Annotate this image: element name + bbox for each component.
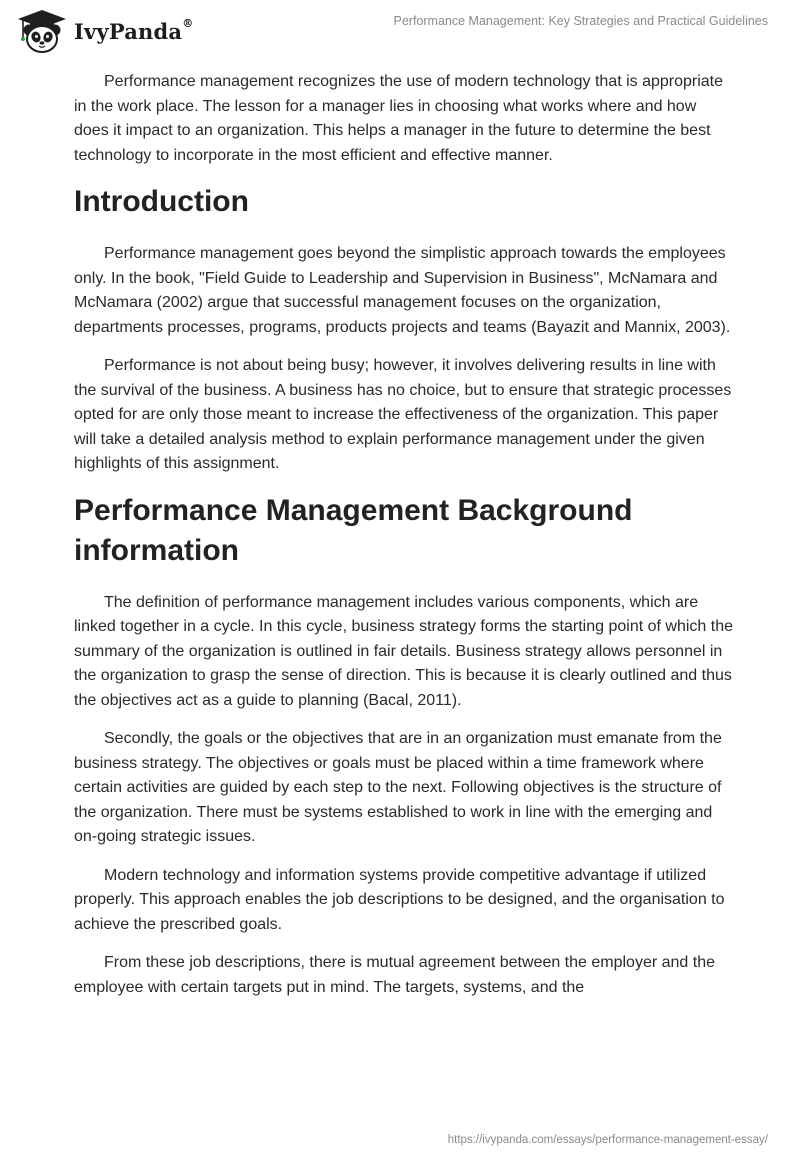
document-title: Performance Management: Key Strategies and Practical Guidelines: [393, 14, 768, 28]
page-header: [0, 0, 800, 64]
section-heading: Introduction: [74, 185, 249, 218]
paragraph: Performance is not about being busy; however, it involves delivering results in line with the survival of the business. A business has no choice, but to ensure that strategic processes opted for are only those meant to increase the effectiveness of the organization. This paper will take a detailed analysis method to explain performance management under the given highlights of this assignment.: [74, 357, 732, 472]
paragraph: Performance management goes beyond the simplistic approach towards the employees only. In the book, "Field Guide to Leadership and Supervision in Business", McNamara and McNamara (2002) argue that successful management focuses on the organization, departments processes, programs, products projects and teams (Bayazit and Mannix, 2003).: [74, 245, 731, 336]
paragraph: Modern technology and information systems provide competitive advantage if utilized properly. This approach enables the job descriptions to be designed, and the organisation to achieve the prescribed goals.: [74, 866, 725, 933]
panda-graduate-icon: [16, 8, 68, 54]
paragraph: From these job descriptions, there is mutual agreement between the employer and the employee with certain targets put in mind. The targets, systems, and the: [74, 954, 715, 996]
registered-mark: ®: [182, 16, 194, 30]
ivypanda-logo[interactable]: [16, 8, 193, 54]
brand-name: IvyPanda®: [74, 16, 194, 44]
source-url[interactable]: https://ivypanda.com/essays/performance-management-essay/: [447, 1134, 768, 1146]
essay-body: [74, 70, 734, 1014]
paragraph: The definition of performance management includes various components, which are linked together in a cycle. In this cycle, business strategy forms the starting point of which the summary of the organization is outlined in fair details. Business strategy allows personnel in the organization to grasp the sense of direction. This is because it is clearly outlined and thus the objectives act as a guide to planning (Bacal, 2011).: [74, 593, 733, 709]
paragraph: Secondly, the goals or the objectives that are in an organization must emanate from the business strategy. The objectives or goals must be placed within a time framework where certain activities are guided by each step to the next. Following objectives is the structure of the organization. There must be systems established to work in line with the emerging and on-going strategic issues.: [74, 730, 722, 845]
section-heading: Performance Management Background information: [74, 493, 633, 567]
paragraph: Performance management recognizes the use of modern technology that is appropriate in the work place. The lesson for a manager lies in choosing what works where and how does it impact to an organization. This helps a manager in the future to determine the best technology to incorporate in the most efficient and effective manner.: [74, 73, 724, 164]
